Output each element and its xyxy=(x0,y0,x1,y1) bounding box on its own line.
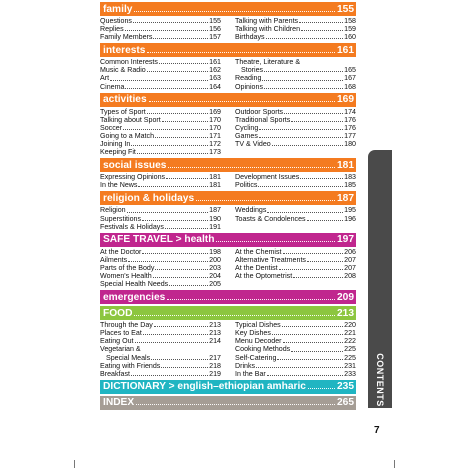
toc-entry[interactable] xyxy=(100,148,221,156)
toc-entry[interactable] xyxy=(235,362,356,370)
toc-entry[interactable] xyxy=(235,17,356,25)
entry-title: Parts of the Body xyxy=(100,263,155,272)
entry-title: Talking with Children xyxy=(235,25,301,34)
entry-page: 171 xyxy=(209,131,221,140)
toc-entry[interactable] xyxy=(100,108,221,116)
entry-title: Talking about Sport xyxy=(100,115,161,124)
entry-page: 170 xyxy=(209,115,221,124)
entry-page: 213 xyxy=(209,321,221,330)
entry-title: Typical Dishes xyxy=(235,321,281,330)
leader-dots xyxy=(137,153,208,154)
entry-page: 198 xyxy=(209,247,221,256)
leader-dots xyxy=(293,277,343,278)
toc-entry[interactable] xyxy=(235,33,356,41)
column-right xyxy=(235,17,356,41)
toc-entry[interactable] xyxy=(235,206,356,214)
leader-dots xyxy=(262,80,343,81)
entry-page: 155 xyxy=(209,17,221,25)
section-title: DICTIONARY > english–ethiopian amharic xyxy=(103,381,306,393)
entry-title: Stories xyxy=(241,66,264,75)
toc-entry[interactable] xyxy=(235,58,356,66)
entry-title: Politics xyxy=(235,181,258,190)
toc-entry[interactable] xyxy=(235,25,356,33)
entry-page: 160 xyxy=(344,33,356,42)
leader-dots xyxy=(133,22,208,23)
leader-dots xyxy=(128,261,208,262)
leader-dots xyxy=(283,253,344,254)
toc-entry[interactable] xyxy=(100,223,221,231)
entry-title: Common Interests xyxy=(100,58,158,67)
leader-dots xyxy=(153,277,208,278)
leader-dots xyxy=(142,253,208,254)
entry-title: Drinks xyxy=(235,361,256,370)
column-left xyxy=(100,58,221,90)
toc-entry[interactable] xyxy=(235,66,356,74)
section-title: FOOD xyxy=(103,307,133,319)
leader-dots xyxy=(301,30,343,31)
toc-entry[interactable] xyxy=(100,354,221,362)
entry-title: Vegetarian & xyxy=(100,345,141,354)
section-page: 197 xyxy=(337,234,354,246)
leader-dots xyxy=(196,200,335,201)
entry-title: Places to Eat xyxy=(100,329,142,338)
toc-entry[interactable] xyxy=(100,329,221,337)
entry-title: In the News xyxy=(100,181,138,190)
toc-entry[interactable] xyxy=(235,354,356,362)
leader-dots xyxy=(264,71,343,72)
entry-title: Self-Catering xyxy=(235,353,277,362)
leader-dots xyxy=(216,241,335,242)
entry-page: 190 xyxy=(209,214,221,223)
entry-title: Superstitions xyxy=(100,214,142,223)
section-title: activities xyxy=(103,94,147,106)
leader-dots xyxy=(272,334,343,335)
leader-dots xyxy=(259,137,343,138)
section-banner-dictionary[interactable] xyxy=(100,380,356,394)
leader-dots xyxy=(307,220,344,221)
leader-dots xyxy=(282,326,343,327)
entry-page: 195 xyxy=(344,206,356,215)
section-emergencies xyxy=(100,290,356,304)
toc-entry[interactable] xyxy=(100,17,221,25)
entry-page: 161 xyxy=(209,58,221,67)
toc-entry[interactable] xyxy=(235,74,356,82)
leader-dots xyxy=(131,145,208,146)
entry-page: 187 xyxy=(209,206,221,215)
section-title: family xyxy=(103,3,133,15)
leader-dots xyxy=(258,186,343,187)
toc-entry[interactable] xyxy=(100,370,221,378)
entry-title: Through the Day xyxy=(100,321,153,330)
toc-entry[interactable] xyxy=(100,256,221,264)
section-banner-religion-holidays[interactable] xyxy=(100,191,356,205)
entry-page: 174 xyxy=(344,107,356,116)
entry-page: 180 xyxy=(344,140,356,149)
toc-entry[interactable] xyxy=(100,132,221,140)
entry-title: Soccer xyxy=(100,123,123,132)
entry-page: 172 xyxy=(209,140,221,149)
column-right xyxy=(235,248,356,288)
toc-entry[interactable] xyxy=(100,345,221,353)
page-number: 7 xyxy=(374,425,380,436)
leader-dots xyxy=(259,129,343,130)
toc-entry[interactable] xyxy=(100,280,221,288)
section-page: 187 xyxy=(337,192,354,204)
entry-title: Traditional Sports xyxy=(235,115,291,124)
toc-entry[interactable] xyxy=(100,25,221,33)
column-left xyxy=(100,321,221,378)
section-page: 209 xyxy=(337,291,354,303)
leader-dots xyxy=(267,212,343,213)
section-page: 155 xyxy=(337,3,354,15)
entry-page: 221 xyxy=(344,329,356,338)
leader-dots xyxy=(283,342,344,343)
leader-dots xyxy=(147,113,208,114)
toc-entry[interactable] xyxy=(100,66,221,74)
entry-page: 170 xyxy=(209,123,221,132)
entry-page: 181 xyxy=(209,181,221,190)
crop-mark-right xyxy=(394,460,395,468)
entry-page: 167 xyxy=(344,74,356,83)
column-left xyxy=(100,206,221,230)
entry-page: 214 xyxy=(209,337,221,346)
leader-dots xyxy=(147,71,208,72)
entry-page: 204 xyxy=(209,271,221,280)
leader-dots xyxy=(167,299,335,300)
entry-title: At the Doctor xyxy=(100,247,142,256)
section-banner-family[interactable] xyxy=(100,2,356,16)
leader-dots xyxy=(159,63,208,64)
leader-dots xyxy=(143,334,208,335)
section-safe-travel-health xyxy=(100,233,356,288)
entry-page: 231 xyxy=(344,361,356,370)
leader-dots xyxy=(168,167,335,168)
leader-dots xyxy=(155,269,208,270)
entry-title: Menu Decoder xyxy=(235,337,282,346)
entry-title: In the Bar xyxy=(235,369,266,378)
section-title: INDEX xyxy=(103,397,135,409)
toc-entry[interactable] xyxy=(100,321,221,329)
section-title: interests xyxy=(103,44,146,56)
toc-entry[interactable] xyxy=(100,181,221,189)
section-activities xyxy=(100,93,356,157)
column-right xyxy=(235,206,356,230)
entry-page: 225 xyxy=(344,345,356,354)
entry-page: 222 xyxy=(344,337,356,346)
contents-tab-label: CONTENTS xyxy=(375,353,385,407)
toc-entry[interactable] xyxy=(100,215,221,223)
entry-title: Weddings xyxy=(235,206,267,215)
entry-title: At the Optometrist xyxy=(235,271,293,280)
leader-dots xyxy=(127,212,209,213)
leader-dots xyxy=(154,326,208,327)
entry-page: 207 xyxy=(344,263,356,272)
leader-dots xyxy=(142,220,208,221)
section-banner-food[interactable] xyxy=(100,306,356,320)
toc-entry[interactable] xyxy=(235,215,356,223)
toc-entry[interactable] xyxy=(100,206,221,214)
leader-dots xyxy=(256,367,343,368)
section-title: religion & holidays xyxy=(103,192,195,204)
toc-entry[interactable] xyxy=(100,264,221,272)
entry-title: Special Health Needs xyxy=(100,280,169,289)
leader-dots xyxy=(266,38,344,39)
section-page: 161 xyxy=(337,44,354,56)
entry-title: Outdoor Sports xyxy=(235,107,284,116)
entry-title: Cooking Methods xyxy=(235,345,291,354)
entry-page: 164 xyxy=(209,82,221,91)
toc-entry[interactable] xyxy=(235,345,356,353)
entry-page: 213 xyxy=(209,329,221,338)
toc-entry[interactable] xyxy=(100,362,221,370)
entry-title: Special Meals xyxy=(106,353,151,362)
toc-entry[interactable] xyxy=(235,83,356,91)
leader-dots xyxy=(131,375,208,376)
toc-entry[interactable] xyxy=(235,140,356,148)
entry-page: 219 xyxy=(209,369,221,378)
entry-page: 196 xyxy=(344,214,356,223)
entry-title: Reading xyxy=(235,74,262,83)
entry-page: 156 xyxy=(209,25,221,34)
toc-entry[interactable] xyxy=(235,248,356,256)
section-title: social issues xyxy=(103,159,167,171)
column-right xyxy=(235,108,356,157)
column-right xyxy=(235,58,356,90)
leader-dots xyxy=(291,351,343,352)
entry-page: 200 xyxy=(209,255,221,264)
entry-page: 183 xyxy=(344,173,356,182)
leader-dots xyxy=(110,80,208,81)
entry-title: Festivals & Holidays xyxy=(100,222,164,231)
toc-entry[interactable] xyxy=(235,264,356,272)
leader-dots xyxy=(155,137,208,138)
leader-dots xyxy=(299,22,343,23)
leader-dots xyxy=(166,178,208,179)
entry-title: Going to a Match xyxy=(100,131,155,140)
entry-title: Religion xyxy=(100,206,126,215)
entry-page: 205 xyxy=(209,280,221,289)
toc-entry[interactable] xyxy=(235,116,356,124)
leader-dots xyxy=(291,121,343,122)
leader-dots xyxy=(300,178,343,179)
section-banner-activities[interactable] xyxy=(100,93,356,107)
entry-title: Joining In xyxy=(100,140,131,149)
toc-entry[interactable] xyxy=(235,124,356,132)
section-banner-emergencies[interactable] xyxy=(100,290,356,304)
leader-dots xyxy=(279,269,344,270)
entry-page: 220 xyxy=(344,321,356,330)
section-index xyxy=(100,396,356,410)
section-page: 265 xyxy=(337,397,354,409)
toc-entry[interactable] xyxy=(235,337,356,345)
entry-page: 173 xyxy=(209,148,221,157)
toc-entry[interactable] xyxy=(235,181,356,189)
leader-dots xyxy=(284,113,343,114)
entry-page: 168 xyxy=(344,82,356,91)
toc-entry[interactable] xyxy=(100,74,221,82)
column-left xyxy=(100,17,221,41)
entry-page: 218 xyxy=(209,361,221,370)
toc-entry[interactable] xyxy=(100,33,221,41)
toc-entry[interactable] xyxy=(235,329,356,337)
entry-page: 176 xyxy=(344,115,356,124)
entry-page: 157 xyxy=(209,33,221,42)
entry-title: Breakfast xyxy=(100,369,130,378)
column-left xyxy=(100,248,221,288)
entry-page: 217 xyxy=(209,353,221,362)
entry-title: Music & Radio xyxy=(100,66,146,75)
toc-entry[interactable] xyxy=(100,116,221,124)
entry-title: Alternative Treatments xyxy=(235,255,306,264)
toc-entry[interactable] xyxy=(100,173,221,181)
entry-title: Art xyxy=(100,74,110,83)
entry-title: Questions xyxy=(100,17,132,25)
entry-title: Talking with Parents xyxy=(235,17,299,25)
entry-title: TV & Video xyxy=(235,140,271,149)
entry-title: Eating with Friends xyxy=(100,361,161,370)
toc-entry[interactable] xyxy=(100,58,221,66)
entry-title: Replies xyxy=(100,25,124,34)
entry-title: Family Members xyxy=(100,33,153,42)
leader-dots xyxy=(123,129,208,130)
toc-entry[interactable] xyxy=(100,272,221,280)
toc-entry[interactable] xyxy=(235,321,356,329)
entry-page: 181 xyxy=(209,173,221,182)
toc-entry[interactable] xyxy=(235,173,356,181)
section-page: 181 xyxy=(337,159,354,171)
entry-page: 169 xyxy=(209,107,221,116)
toc-entry[interactable] xyxy=(100,140,221,148)
toc-entry[interactable] xyxy=(235,256,356,264)
column-right xyxy=(235,321,356,378)
entry-page: 159 xyxy=(344,25,356,34)
entry-title: Expressing Opinions xyxy=(100,173,166,182)
entry-page: 233 xyxy=(344,369,356,378)
leader-dots xyxy=(264,88,343,89)
leader-dots xyxy=(134,11,335,12)
entry-page: 185 xyxy=(344,181,356,190)
section-page: 235 xyxy=(337,381,354,393)
entry-page: 225 xyxy=(344,353,356,362)
entry-page: 206 xyxy=(344,247,356,256)
entry-page: 191 xyxy=(209,222,221,231)
entry-page: 165 xyxy=(344,66,356,75)
section-dictionary xyxy=(100,380,356,394)
entry-title: Women's Health xyxy=(100,271,152,280)
section-banner-safe-travel-health[interactable] xyxy=(100,233,356,247)
leader-dots xyxy=(125,88,208,89)
entry-title: Keeping Fit xyxy=(100,148,136,157)
entry-title: Toasts & Condolences xyxy=(235,214,306,223)
entry-title: Types of Sport xyxy=(100,107,146,116)
toc-entry[interactable] xyxy=(235,370,356,378)
entry-title: At the Chemist xyxy=(235,247,282,256)
leader-dots xyxy=(272,145,343,146)
table-of-contents xyxy=(100,2,356,412)
entry-page: 177 xyxy=(344,131,356,140)
leader-dots xyxy=(134,315,335,316)
leader-dots xyxy=(267,375,343,376)
leader-dots xyxy=(135,342,209,343)
toc-entry[interactable] xyxy=(235,272,356,280)
entry-title: Cycling xyxy=(235,123,259,132)
leader-dots xyxy=(125,30,208,31)
toc-entry[interactable] xyxy=(235,108,356,116)
leader-dots xyxy=(151,359,208,360)
column-right xyxy=(235,173,356,189)
entry-page: 176 xyxy=(344,123,356,132)
entry-title: Games xyxy=(235,131,258,140)
leader-dots xyxy=(153,38,208,39)
toc-entry[interactable] xyxy=(100,337,221,345)
entry-title: Eating Out xyxy=(100,337,134,346)
toc-entry[interactable] xyxy=(235,132,356,140)
leader-dots xyxy=(138,186,208,187)
leader-dots xyxy=(307,261,343,262)
entry-title: Birthdays xyxy=(235,33,265,42)
toc-entry[interactable] xyxy=(100,248,221,256)
section-family xyxy=(100,2,356,41)
section-religion-holidays xyxy=(100,191,356,230)
section-title: SAFE TRAVEL > health xyxy=(103,234,215,246)
column-left xyxy=(100,173,221,189)
toc-entry[interactable] xyxy=(100,83,221,91)
entry-title: At the Dentist xyxy=(235,263,278,272)
leader-dots xyxy=(162,121,208,122)
entry-page: 158 xyxy=(344,17,356,25)
leader-dots xyxy=(136,404,335,405)
toc-entry[interactable] xyxy=(100,124,221,132)
leader-dots xyxy=(165,228,208,229)
entry-title: Theatre, Literature & xyxy=(235,58,301,67)
section-page: 213 xyxy=(337,307,354,319)
entry-title: Development Issues xyxy=(235,173,300,182)
entry-page: 163 xyxy=(209,74,221,83)
section-interests xyxy=(100,43,356,90)
leader-dots xyxy=(277,359,343,360)
entry-title: Key Dishes xyxy=(235,329,271,338)
leader-dots xyxy=(161,367,208,368)
section-page: 169 xyxy=(337,94,354,106)
entry-title: Cinema xyxy=(100,82,125,91)
entry-page: 207 xyxy=(344,255,356,264)
entry-page: 162 xyxy=(209,66,221,75)
section-banner-index[interactable] xyxy=(100,396,356,410)
leader-dots xyxy=(147,52,335,53)
leader-dots xyxy=(149,101,335,102)
section-banner-social-issues[interactable] xyxy=(100,158,356,172)
section-social-issues xyxy=(100,158,356,189)
column-left xyxy=(100,108,221,157)
entry-title: Ailments xyxy=(100,255,128,264)
leader-dots xyxy=(308,388,335,389)
section-title: emergencies xyxy=(103,291,166,303)
entry-title: Opinions xyxy=(235,82,263,91)
crop-mark-left xyxy=(74,460,75,468)
leader-dots xyxy=(169,285,208,286)
entry-page: 208 xyxy=(344,271,356,280)
section-banner-interests[interactable] xyxy=(100,43,356,57)
entry-page: 203 xyxy=(209,263,221,272)
section-food xyxy=(100,306,356,378)
